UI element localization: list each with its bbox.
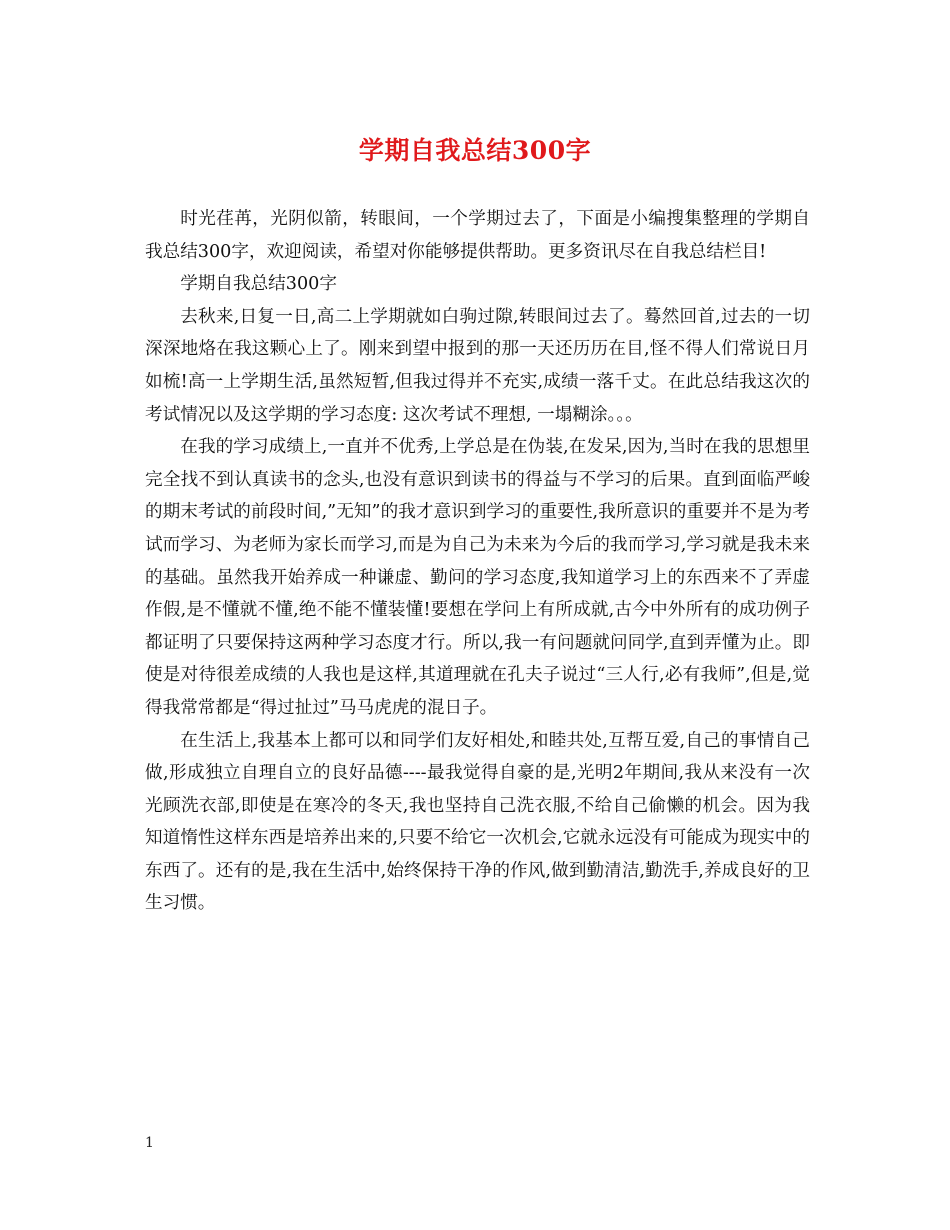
- body-paragraph: 在我的学习成绩上,一直并不优秀,上学总是在伪装,在发呆,因为,当时在我的思想里完全找不到认真读书的念头,也没有意识到读书的得益与不学习的后果。直到面临严峻的期末考试的前段时间,”无知”的我才意识到学习的重要性,我所意识的重要并不是为考试而学习、为老师为家长而学习,而是为自己为未来为今后的我而学习,学习就是我未来的基础。虽然我开始养成一种谦虚、勤问的学习态度,我知道学习上的东西来不了弄虚作假,是不懂就不懂,绝不能不懂装懂!要想在学问上有所成就,古今中外所有的成功例子都证明了只要保持这两种学习态度才行。所以,我一有问题就问同学,直到弄懂为止。即使是对待很差成绩的人我也是这样,其道理就在孔夫子说过“三人行,必有我师”,但是,觉得我常常都是“得过扯过”马马虎虎的混日子。: [145, 437, 810, 718]
- document-body: [145, 203, 810, 920]
- body-paragraph: 去秋来,日复一日,高二上学期就如白驹过隙,转眼间过去了。蓦然回首,过去的一切深深地烙在我这颗心上了。刚来到望中报到的那一天还历历在目,怪不得人们常说日月如梳!高一上学期生活,虽然短暂,但我过得并不充实,成绩一落千丈。在此总结我这次的考试情况以及这学期的学习态度: 这次考试不理想, 一塌糊涂。。。: [145, 306, 810, 425]
- page-number: 1: [145, 1135, 154, 1151]
- document-title: 学期自我总结300字: [358, 136, 592, 165]
- intro-paragraph: 时光荏苒，光阴似箭，转眼间，一个学期过去了，下面是小编搜集整理的学期自我总结300字，欢迎阅读，希望对你能够提供帮助。更多资讯尽在自我总结栏目!: [145, 209, 810, 262]
- body-paragraph: 在生活上,我基本上都可以和同学们友好相处,和睦共处,互帮互爱,自己的事情自己做,形成独立自理自立的良好品德----最我觉得自豪的是,光明2年期间,我从来没有一次光顾洗衣部,即使是在寒冷的冬天,我也坚持自己洗衣服,不给自己偷懒的机会。因为我知道惰性这样东西是培养出来的,只要不给它一次机会,它就永远没有可能成为现实中的东西了。还有的是,我在生活中,始终保持干净的作风,做到勤清洁,勤洗手,养成良好的卫生习惯。: [145, 730, 810, 914]
- section-heading: 学期自我总结300字: [180, 274, 337, 295]
